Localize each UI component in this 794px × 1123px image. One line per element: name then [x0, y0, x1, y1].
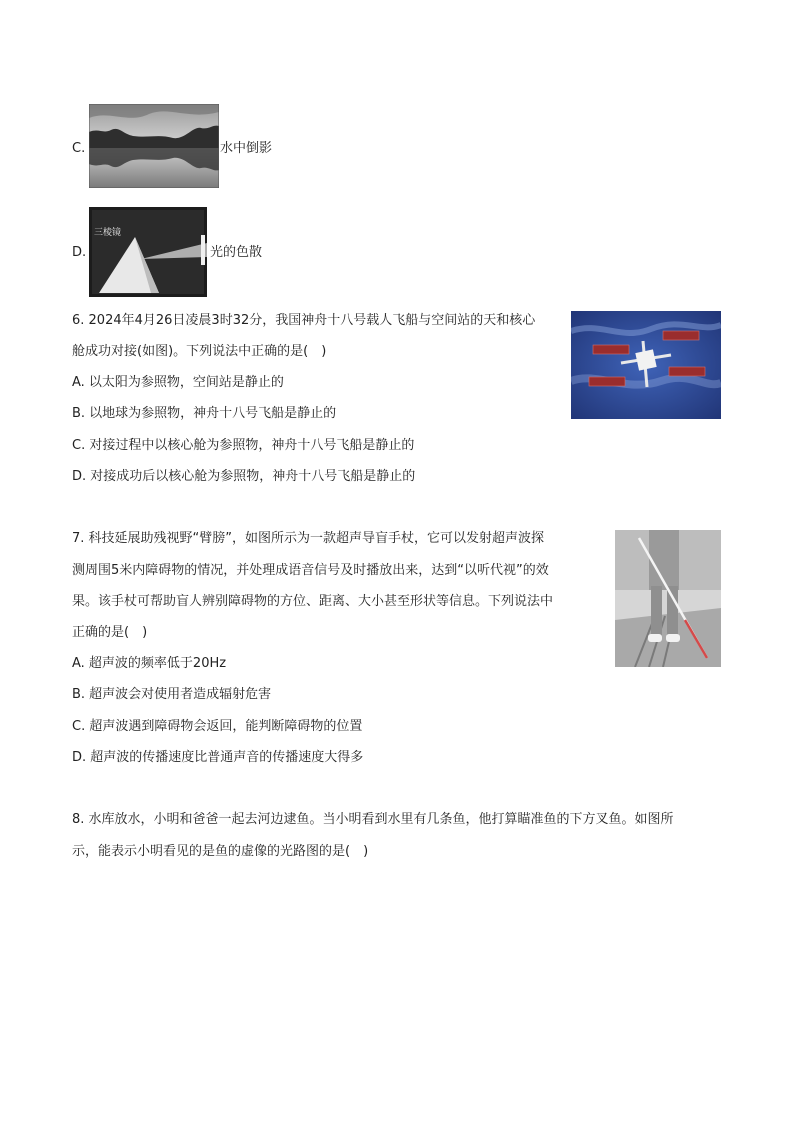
q6-stem-line-2: 舱成功对接(如图)。下列说法中正确的是( ) [72, 344, 327, 359]
lake-reflection-photo [89, 104, 219, 188]
q5-option-d-caption: 光的色散 [210, 245, 263, 260]
q5-option-d-letter: D. [72, 245, 87, 260]
q5-option-c-letter: C. [72, 141, 86, 156]
q6-option-a: A. 以太阳为参照物，空间站是静止的 [72, 375, 284, 390]
q8-stem-line-1: 8. 水库放水，小明和爸爸一起去河边逮鱼。当小明看到水里有几条鱼，他打算瞄准鱼的下方叉鱼。如图所 [72, 812, 674, 827]
q7-option-a: A. 超声波的频率低于20Hz [72, 656, 227, 671]
q6-option-d: D. 对接成功后以核心舱为参照物，神舟十八号飞船是静止的 [72, 469, 416, 484]
q6-option-b: B. 以地球为参照物，神舟十八号飞船是静止的 [72, 406, 337, 421]
q7-stem-line-3: 果。该手杖可帮助盲人辨别障碍物的方位、距离、大小甚至形状等信息。下列说法中 [72, 594, 554, 609]
space-station-photo [571, 311, 721, 419]
prism-photo-label: 三棱镜 [94, 228, 122, 238]
q6-option-c: C. 对接过程中以核心舱为参照物，神舟十八号飞船是静止的 [72, 438, 415, 453]
q8-stem-line-2: 示，能表示小明看见的是鱼的虚像的光路图的是( ) [72, 844, 369, 859]
q7-option-b: B. 超声波会对使用者造成辐射危害 [72, 687, 272, 702]
q7-option-d: D. 超声波的传播速度比普通声音的传播速度大得多 [72, 750, 364, 765]
q7-stem-line-4: 正确的是( ) [72, 625, 148, 640]
q5-option-c-caption: 水中倒影 [220, 141, 273, 156]
q6-stem-line-1: 6. 2024年4月26日凌晨3时32分，我国神舟十八号载人飞船与空间站的天和核心 [72, 313, 536, 328]
q7-stem-line-2: 测周围5米内障碍物的情况，并处理成语音信号及时播放出来，达到“以听代视”的效 [72, 563, 549, 578]
prism-dispersion-photo [89, 207, 207, 297]
q7-option-c: C. 超声波遇到障碍物会返回，能判断障碍物的位置 [72, 719, 363, 734]
guide-cane-photo [615, 530, 721, 667]
q7-stem-line-1: 7. 科技延展助残视野“臂膀”，如图所示为一款超声导盲手杖，它可以发射超声波探 [72, 531, 545, 546]
